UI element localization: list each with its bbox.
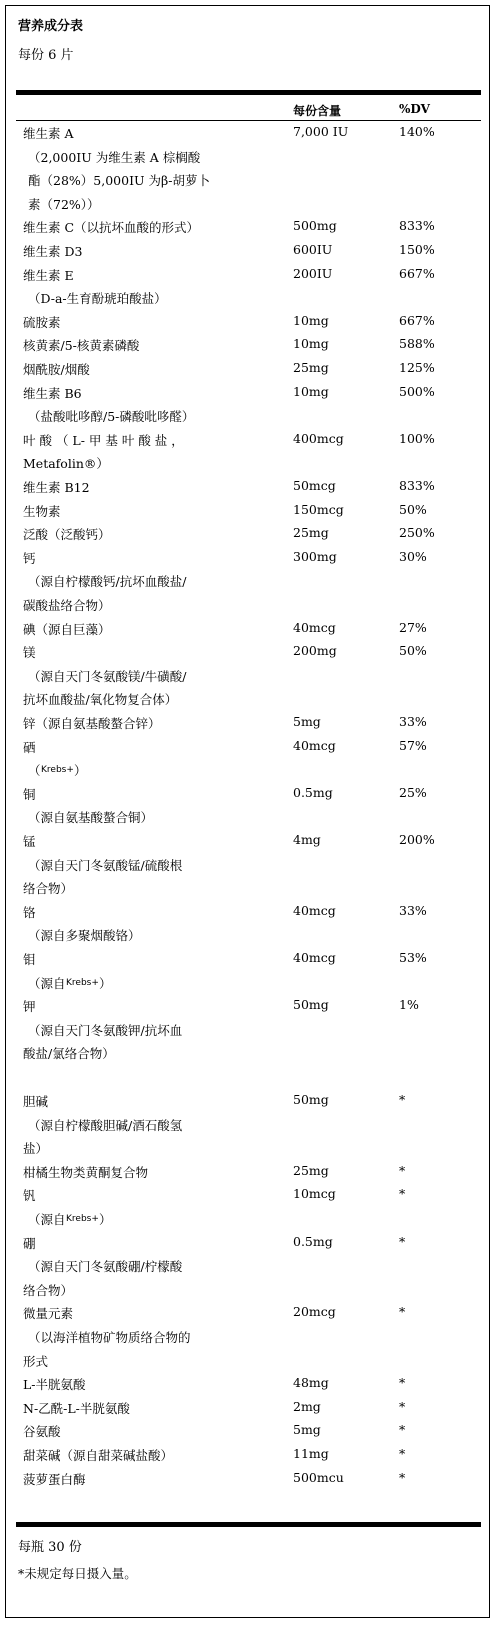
nutrient-row <box>6 431 489 455</box>
nutrient-row <box>6 336 489 360</box>
panel-title: 营养成分表 <box>18 19 84 34</box>
nutrient-row <box>6 1186 489 1210</box>
nutrition-facts-panel <box>5 5 490 1618</box>
nutrient-name: （D-a-生育酚琥珀酸盐） <box>28 291 167 307</box>
nutrient-row <box>6 643 489 667</box>
nutrient-row <box>6 525 489 549</box>
nutrient-name: 铜 <box>23 786 36 802</box>
nutrient-name: （源自柠檬酸胆碱/酒石酸氢 <box>28 1117 183 1133</box>
nutrient-name: 硒 <box>23 739 36 755</box>
nutrient-name: （以海洋植物矿物质络合物的 <box>28 1330 191 1345</box>
nutrient-row <box>6 1281 489 1305</box>
nutrient-daily-value: * <box>399 1162 406 1178</box>
nutrient-daily-value: * <box>399 1469 406 1485</box>
nutrient-row <box>6 596 489 620</box>
nutrient-source-line <box>6 1116 489 1140</box>
nutrient-daily-value: 27% <box>399 619 427 635</box>
nutrient-name: 碳酸盐络合物） <box>23 598 111 613</box>
nutrient-name: （源自天门冬氨酸钾/抗坏血 <box>28 1022 183 1038</box>
nutrient-amount: 11mg <box>293 1446 329 1461</box>
nutrient-row <box>6 124 489 148</box>
nutrient-daily-value: 833% <box>399 218 435 234</box>
nutrient-amount: 300mg <box>293 548 337 564</box>
nutrient-source-line <box>6 407 489 431</box>
nutrient-name: 柑橘生物类黄酮复合物 <box>23 1164 149 1180</box>
nutrient-name: 抗坏血酸盐/氧化物复合体） <box>23 692 178 708</box>
nutrient-row <box>6 738 489 762</box>
top-divider <box>16 90 481 95</box>
nutrient-name: 酯（28%）5,000IU 为β-胡萝卜 <box>28 173 210 189</box>
nutrient-row <box>6 620 489 644</box>
nutrient-daily-value: * <box>399 1186 406 1202</box>
dv-column-header: %DV <box>399 102 430 116</box>
nutrient-amount: 50mcg <box>293 478 336 493</box>
nutrient-daily-value: 30% <box>399 548 427 564</box>
nutrient-name: 钾 <box>23 999 36 1015</box>
nutrient-row <box>6 950 489 974</box>
nutrient-name: 维生素 C（以抗坏血酸的形式） <box>23 220 200 236</box>
nutrient-name: （源自柠檬酸钙/抗坏血酸盐/ <box>28 574 187 590</box>
nutrient-daily-value: 140% <box>399 124 435 139</box>
nutrient-row <box>6 1352 489 1376</box>
nutrient-daily-value: 100% <box>399 430 435 446</box>
nutrient-daily-value: 200% <box>399 832 435 847</box>
nutrient-source-line <box>6 148 489 172</box>
nutrient-source-line <box>6 1257 489 1281</box>
nutrient-source-line <box>6 1328 489 1352</box>
nutrient-name: 锌（源自氨基酸螯合锌） <box>23 716 161 731</box>
nutrient-daily-value: 50% <box>399 501 427 517</box>
nutrient-source-line <box>6 1021 489 1045</box>
nutrient-amount: 200IU <box>293 265 333 281</box>
nutrient-name: 泛酸（泛酸钙） <box>23 527 111 543</box>
nutrient-source-line <box>6 289 489 313</box>
nutrient-name: 胆碱 <box>23 1094 49 1109</box>
nutrient-daily-value: 125% <box>399 360 435 375</box>
nutrient-name: （源自 <box>28 1212 66 1227</box>
nutrient-amount: 10mg <box>293 312 329 328</box>
nutrient-daily-value: * <box>399 1446 406 1461</box>
nutrient-row <box>6 690 489 714</box>
nutrient-amount: 150mcg <box>293 501 344 517</box>
nutrient-name: 谷氨酸 <box>23 1424 61 1440</box>
nutrient-row <box>6 549 489 573</box>
nutrient-daily-value: 50% <box>399 643 427 659</box>
nutrient-name: （源自氨基酸螯合铜） <box>28 810 154 826</box>
nutrient-row <box>6 1399 489 1423</box>
nutrient-daily-value: * <box>399 1422 406 1438</box>
nutrient-name: 钼 <box>23 952 36 967</box>
servings-per-bottle: 每瓶 30 份 <box>18 1540 82 1555</box>
nutrient-amount: 2mg <box>293 1398 321 1414</box>
source-close-paren: ） <box>74 763 87 779</box>
nutrient-name: （源自天门冬氨酸硼/柠檬酸 <box>28 1259 183 1275</box>
nutrient-row <box>6 714 489 738</box>
nutrient-amount: 500mg <box>293 218 337 234</box>
nutrient-row <box>6 1422 489 1446</box>
nutrient-amount: 600IU <box>293 242 333 257</box>
nutrient-amount: 400mcg <box>293 430 344 446</box>
nutrient-amount: 40mcg <box>293 902 336 918</box>
nutrient-amount: 40mcg <box>293 737 336 753</box>
nutrient-row <box>6 832 489 856</box>
nutrient-name: （源自天门冬氨酸锰/硫酸根 <box>28 857 183 873</box>
nutrient-name: 盐） <box>23 1141 49 1157</box>
nutrient-row <box>6 502 489 526</box>
nutrient-amount: 0.5mg <box>293 1233 333 1249</box>
nutrient-name: 素（72%）） <box>28 196 100 212</box>
nutrient-daily-value: * <box>399 1233 406 1249</box>
nutrient-amount: 10mcg <box>293 1186 336 1202</box>
nutrient-name: （源自 <box>28 975 66 991</box>
nutrient-name: Metafolin®） <box>23 456 109 472</box>
nutrient-source-line <box>6 761 489 785</box>
nutrient-row <box>6 1092 489 1116</box>
nutrient-name: 络合物） <box>23 881 74 897</box>
nutrient-row <box>6 266 489 290</box>
nutrient-name: 维生素 A <box>23 126 74 141</box>
nutrient-row <box>6 1044 489 1068</box>
nutrient-daily-value: 250% <box>399 525 435 541</box>
footnote: *未规定每日摄入量。 <box>18 1566 137 1581</box>
nutrient-source-line <box>6 808 489 832</box>
nutrient-amount: 5mg <box>293 714 321 729</box>
header-divider <box>16 120 481 121</box>
source-close-paren: ） <box>99 975 112 991</box>
nutrient-name: 叶 酸 （ L- 甲 基 叶 酸 盐 ， <box>23 432 184 448</box>
nutrient-row <box>6 1163 489 1187</box>
nutrient-row <box>6 903 489 927</box>
nutrient-daily-value: 1% <box>399 997 419 1013</box>
nutrient-name: 菠萝蛋白酶 <box>23 1471 86 1487</box>
nutrient-row <box>6 1234 489 1258</box>
nutrient-daily-value: * <box>399 1375 406 1391</box>
amount-column-header: 每份含量 <box>293 104 342 118</box>
nutrient-amount: 50mg <box>293 997 329 1013</box>
nutrient-row <box>6 997 489 1021</box>
nutrient-row <box>6 454 489 478</box>
nutrient-daily-value: * <box>399 1304 406 1320</box>
nutrient-row <box>6 1139 489 1163</box>
nutrient-source-line <box>6 926 489 950</box>
nutrient-daily-value: 53% <box>399 950 427 965</box>
serving-size: 每份 6 片 <box>18 48 74 63</box>
nutrient-name: 锰 <box>23 834 36 849</box>
nutrient-name: 铬 <box>23 904 36 920</box>
nutrient-daily-value: 500% <box>399 383 435 399</box>
nutrient-amount: 20mcg <box>293 1304 336 1320</box>
nutrient-source-line <box>6 1210 489 1234</box>
nutrient-amount: 500mcu <box>293 1469 344 1485</box>
nutrient-row <box>6 1446 489 1470</box>
nutrient-row <box>6 879 489 903</box>
source-brand-text: Krebs+ <box>41 765 74 776</box>
nutrient-name: 微量元素 <box>23 1306 74 1322</box>
source-brand-text: Krebs+ <box>66 1214 99 1224</box>
nutrient-daily-value: 33% <box>399 902 427 918</box>
nutrient-name: 核黄素/5-核黄素磷酸 <box>23 338 140 354</box>
nutrient-daily-value: 667% <box>399 265 435 281</box>
nutrient-amount: 7,000 IU <box>293 124 349 139</box>
nutrient-name: 甜菜碱（源自甜菜碱盐酸） <box>23 1448 174 1463</box>
nutrient-row <box>6 1470 489 1494</box>
nutrient-amount: 4mg <box>293 832 321 847</box>
bottom-divider <box>16 1522 481 1527</box>
nutrient-source-line <box>6 856 489 880</box>
nutrient-row <box>6 242 489 266</box>
nutrient-amount: 50mg <box>293 1092 329 1107</box>
nutrient-name: 络合物） <box>23 1282 74 1298</box>
nutrient-daily-value: 25% <box>399 784 427 800</box>
nutrient-source-line <box>6 572 489 596</box>
nutrient-amount: 40mcg <box>293 950 336 965</box>
nutrient-amount: 0.5mg <box>293 784 333 800</box>
nutrient-name: 碘（源自巨藻） <box>23 621 111 637</box>
nutrient-amount: 40mcg <box>293 619 336 635</box>
nutrient-name: 生物素 <box>23 503 61 519</box>
nutrient-daily-value: 33% <box>399 714 427 729</box>
nutrient-name: （ <box>28 763 41 779</box>
nutrient-amount: 25mg <box>293 525 329 541</box>
nutrient-amount: 25mg <box>293 360 329 375</box>
nutrient-daily-value: 833% <box>399 478 435 493</box>
nutrient-amount: 200mg <box>293 643 337 659</box>
nutrient-amount: 25mg <box>293 1162 329 1178</box>
nutrient-name: 钒 <box>23 1188 36 1204</box>
nutrient-name: N-乙酰-L-半胱氨酸 <box>23 1400 130 1416</box>
nutrient-row <box>6 360 489 384</box>
nutrient-daily-value: 667% <box>399 312 435 328</box>
nutrient-amount: 10mg <box>293 383 329 399</box>
nutrient-amount: 10mg <box>293 336 329 352</box>
nutrient-row <box>6 478 489 502</box>
nutrient-name: （源自天门冬氨酸镁/牛磺酸/ <box>28 668 187 684</box>
nutrient-name: 镁 <box>23 645 36 661</box>
nutrient-daily-value: * <box>399 1092 406 1107</box>
nutrient-row <box>6 218 489 242</box>
nutrient-name: 烟酰胺/烟酸 <box>23 362 90 377</box>
nutrient-row <box>6 1304 489 1328</box>
nutrient-name: 维生素 D3 <box>23 244 83 259</box>
nutrient-row <box>6 384 489 408</box>
nutrient-name: 维生素 B12 <box>23 480 90 495</box>
nutrient-name: 维生素 E <box>23 267 74 283</box>
nutrient-daily-value: 57% <box>399 737 427 753</box>
nutrient-row <box>6 785 489 809</box>
nutrient-name: 硼 <box>23 1235 36 1251</box>
nutrient-name: 酸盐/氯络合物） <box>23 1046 115 1062</box>
nutrient-name: 硫胺素 <box>23 314 61 330</box>
nutrient-name: 形式 <box>23 1353 49 1369</box>
nutrient-name: （源自多聚烟酸铬） <box>28 928 141 944</box>
nutrient-name: 钙 <box>23 550 36 566</box>
source-close-paren: ） <box>99 1212 112 1227</box>
nutrient-daily-value: 150% <box>399 242 435 257</box>
source-brand-text: Krebs+ <box>66 977 99 988</box>
nutrient-source-line <box>6 974 489 998</box>
nutrient-name: （盐酸吡哆醇/5-磷酸吡哆醛） <box>28 409 195 425</box>
nutrient-name: 维生素 B6 <box>23 385 82 401</box>
nutrient-name: L-半胱氨酸 <box>23 1377 86 1393</box>
nutrient-daily-value: 588% <box>399 336 435 352</box>
nutrient-source-line <box>6 171 489 195</box>
nutrient-daily-value: * <box>399 1398 406 1414</box>
nutrient-source-line <box>6 667 489 691</box>
nutrient-name: （2,000IU 为维生素 A 棕榈酸 <box>28 149 201 165</box>
nutrient-amount: 48mg <box>293 1375 329 1391</box>
nutrient-amount: 5mg <box>293 1422 321 1438</box>
nutrient-source-line <box>6 195 489 219</box>
nutrient-row <box>6 313 489 337</box>
nutrient-row <box>6 1375 489 1399</box>
